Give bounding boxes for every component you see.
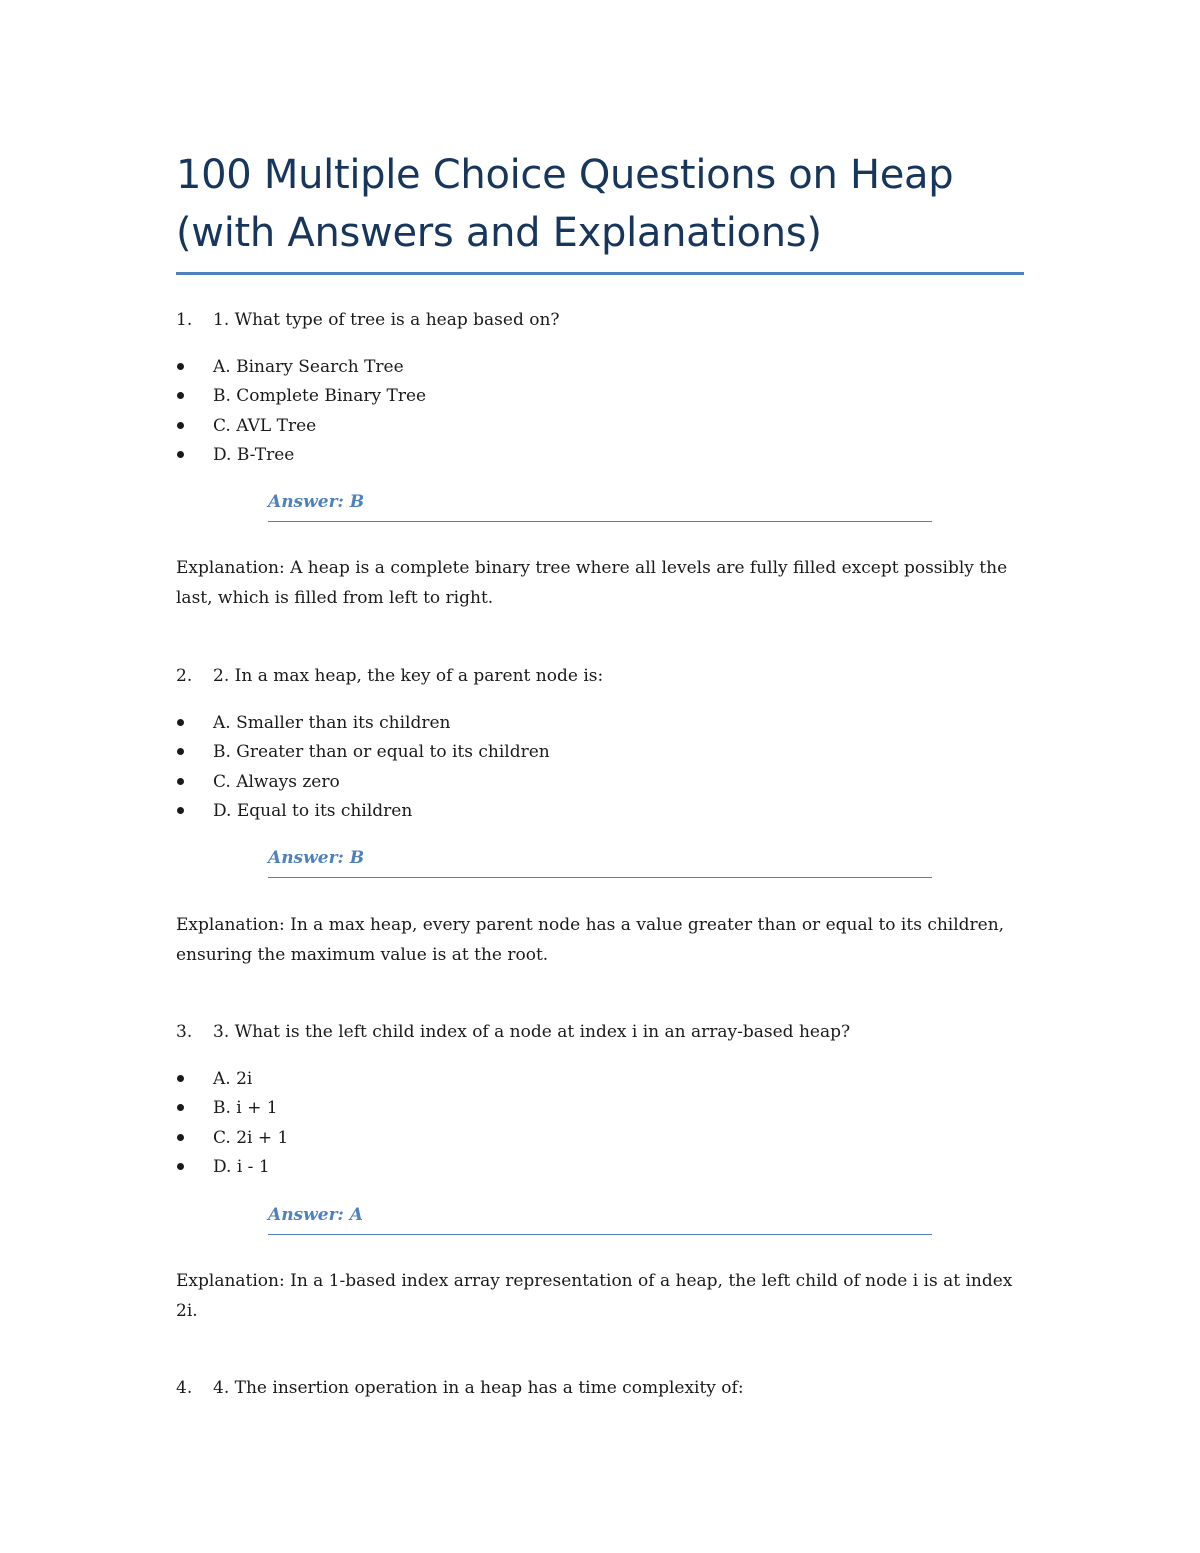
option-text: B. i + 1 [213, 1098, 278, 1119]
answer-label: Answer: A [268, 1205, 363, 1225]
explanation-text: Explanation: In a max heap, every parent node has a value greater than or equal to its children, ensuring the maximum value is at the root. [176, 915, 1005, 965]
option-text: A. Binary Search Tree [213, 357, 404, 377]
bullet-icon [177, 1163, 184, 1170]
option-text: D. Equal to its children [213, 800, 413, 821]
question-number: 1. [176, 310, 193, 330]
answer-underline [268, 877, 932, 878]
option-text: B. Greater than or equal to its children [213, 742, 550, 763]
option-text: B. Complete Binary Tree [213, 386, 427, 407]
option-text: C. 2i + 1 [213, 1127, 289, 1148]
bullet-icon [177, 1134, 184, 1141]
title-underline [176, 272, 1024, 275]
question-text: 1. What type of tree is a heap based on? [213, 310, 560, 330]
bullet-icon [177, 748, 184, 755]
document-title: 100 Multiple Choice Questions on Heap (with Answers and Explanations) [176, 152, 954, 256]
question-line [176, 1020, 850, 1044]
question-number: 4. [176, 1378, 193, 1398]
question-line [176, 1376, 744, 1400]
option-text: A. 2i [213, 1069, 253, 1089]
bullet-icon [177, 392, 184, 399]
question-line [176, 664, 603, 688]
option-text: A. Smaller than its children [213, 713, 451, 733]
question-text: 4. The insertion operation in a heap has a time complexity of: [213, 1378, 744, 1398]
bullet-icon [177, 778, 184, 785]
explanation-text: Explanation: A heap is a complete binary tree where all levels are fully filled except possibly the last, which is filled from left to right. [176, 558, 1008, 608]
question-text: 2. In a max heap, the key of a parent node is: [213, 666, 604, 686]
question-number: 3. [176, 1022, 193, 1042]
option-text: D. B-Tree [213, 444, 295, 465]
question-number: 2. [176, 666, 193, 686]
explanation-text: Explanation: In a 1-based index array representation of a heap, the left child of node i is at index 2i. [176, 1271, 1013, 1321]
question-line [176, 308, 560, 332]
question-text: 3. What is the left child index of a node at index i in an array-based heap? [213, 1022, 851, 1042]
answer-underline [268, 521, 932, 522]
answer-underline [268, 1234, 932, 1235]
bullet-icon [177, 422, 184, 429]
option-text: D. i - 1 [213, 1156, 270, 1177]
bullet-icon [177, 451, 184, 458]
bullet-icon [177, 1075, 184, 1082]
bullet-icon [177, 1104, 184, 1111]
answer-label: Answer: B [268, 492, 365, 512]
bullet-icon [177, 719, 184, 726]
answer-label: Answer: B [268, 848, 365, 868]
option-text: C. AVL Tree [213, 415, 317, 436]
bullet-icon [177, 807, 184, 814]
option-text: C. Always zero [213, 771, 340, 792]
bullet-icon [177, 363, 184, 370]
